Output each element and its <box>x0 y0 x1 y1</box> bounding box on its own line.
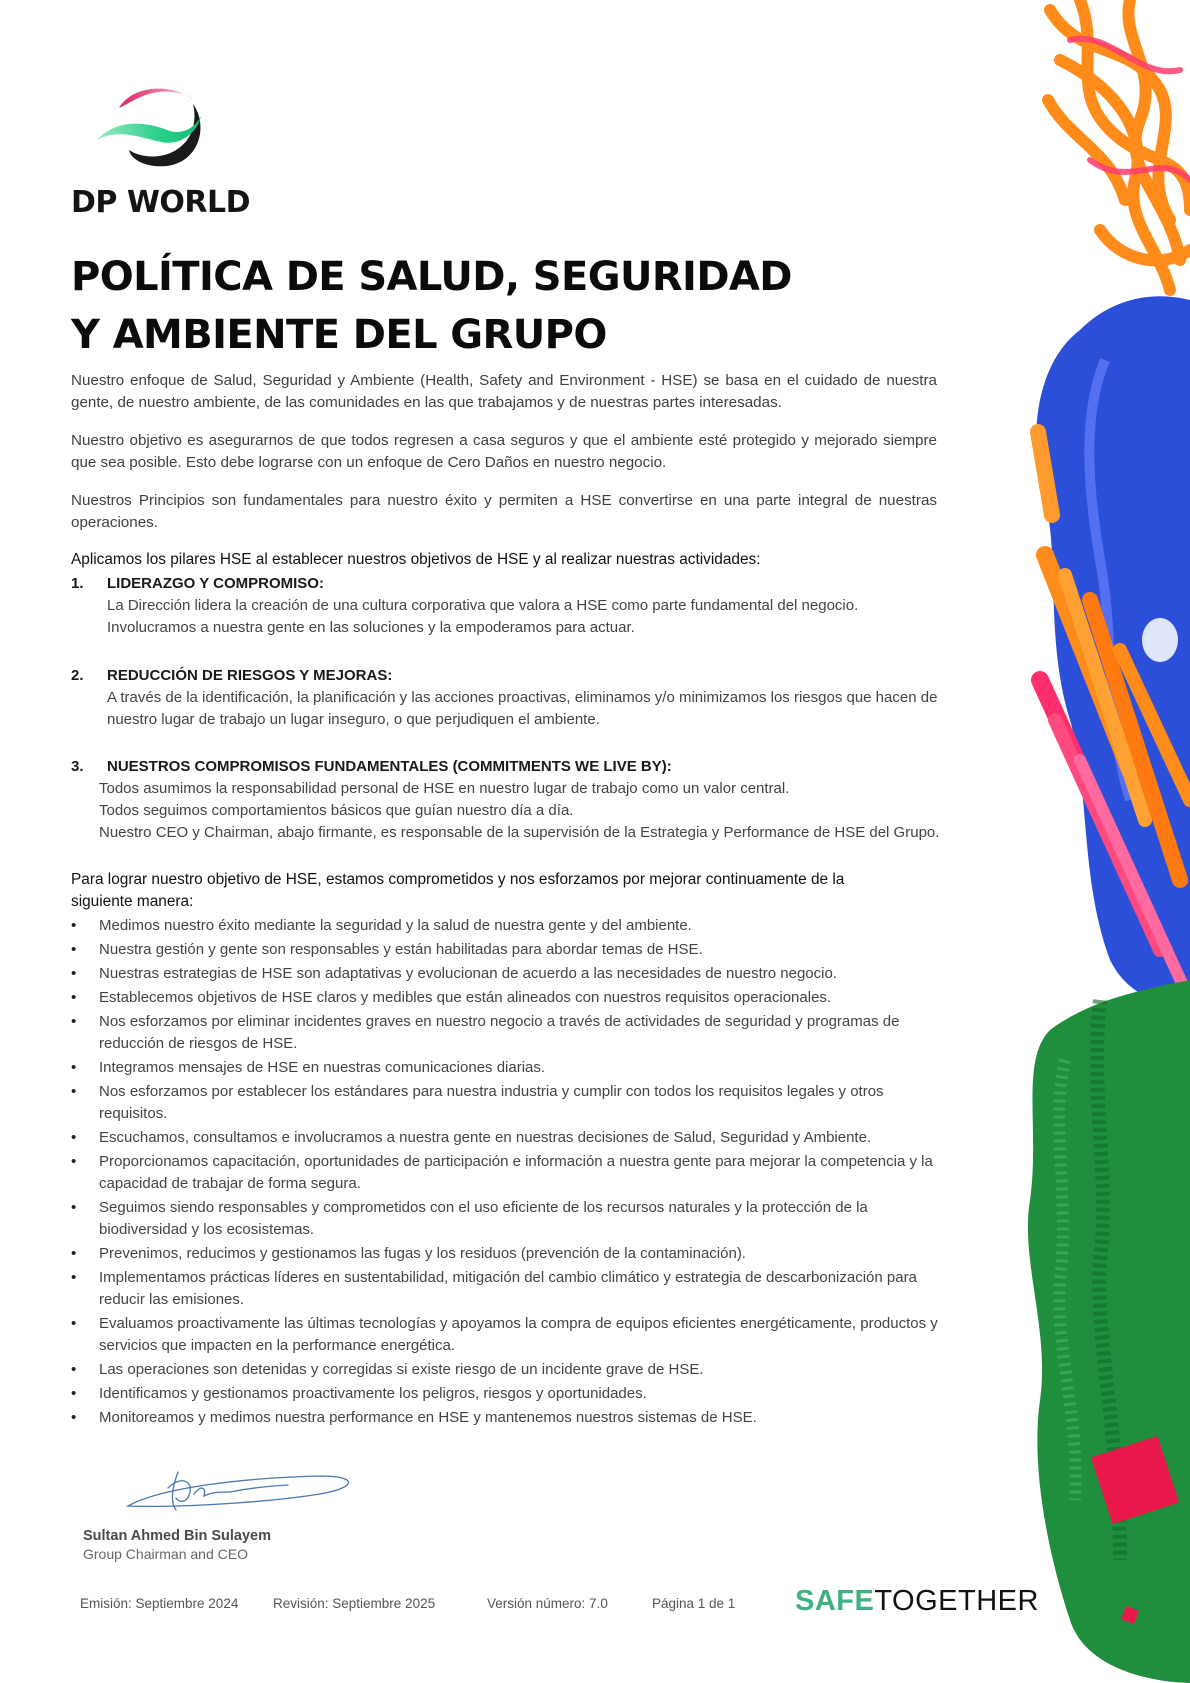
brand-wordmark: DP WORLD <box>71 185 251 220</box>
pillar-number: 1. <box>71 575 84 592</box>
intro-paragraph-2: Nuestro objetivo es asegurarnos de que todos regresen a casa seguros y que el ambiente esté protegido y mejorado siempre que sea posible. Esto debe lograrse con un enfoque de Cero Daños en nuestro negocio. <box>71 432 937 471</box>
footer-version: Versión número: 7.0 <box>487 1596 608 1611</box>
signer-name: Sultan Ahmed Bin Sulayem <box>83 1528 271 1544</box>
pillar-title: LIDERAZGO Y COMPROMISO: <box>107 575 324 592</box>
page-title <box>71 248 951 364</box>
list-item: • Proporcionamos capacitación, oportunidades de participación e información a nuestra gente para mejorar la competencia y la capacidad de trabajar de forma segura. <box>71 1153 933 1192</box>
pillar-commitments <box>71 756 941 844</box>
safe-word: SAFE <box>795 1585 875 1617</box>
bullet-icon: • <box>71 1013 77 1030</box>
list-item: • Nuestras estrategias de HSE son adaptativas y evolucionan de acuerdo a las necesidades de nuestro negocio. <box>71 963 941 985</box>
bullet-icon: • <box>71 1059 77 1076</box>
decorative-artwork <box>930 0 1190 1683</box>
together-word: TOGETHER <box>874 1585 1039 1617</box>
pillar-title: NUESTROS COMPROMISOS FUNDAMENTALES (COMMITMENTS WE LIVE BY): <box>107 758 672 775</box>
signer-role: Group Chairman and CEO <box>83 1546 248 1562</box>
pillar-line: La Dirección lidera la creación de una cultura corporativa que valora a HSE como parte fundamental del negocio. <box>107 597 859 614</box>
list-item: • Nos esforzamos por establecer los estándares para nuestra industria y cumplir con todos los requisitos legales y otros requisitos. <box>71 1083 884 1122</box>
list-item: • Identificamos y gestionamos proactivamente los peligros, riesgos y oportunidades. <box>71 1383 941 1405</box>
commitments-list <box>71 915 941 1431</box>
title-line-2: Y AMBIENTE DEL GRUPO <box>71 312 607 358</box>
pillar-title: REDUCCIÓN DE RIESGOS Y MEJORAS: <box>107 667 393 684</box>
dp-world-swirl-icon <box>71 82 211 174</box>
bullet-icon: • <box>71 1245 77 1262</box>
list-item: • Establecemos objetivos de HSE claros y medibles que están alineados con nuestros requisitos operacionales. <box>71 987 941 1009</box>
bullet-icon: • <box>71 1409 77 1426</box>
list-item: • Evaluamos proactivamente las últimas tecnologías y apoyamos la compra de equipos eficientes energéticamente, productos y servicios que impacten en la performance energética. <box>71 1315 938 1354</box>
list-item: • Monitoreamos y medimos nuestra performance en HSE y mantenemos nuestros sistemas de HSE. <box>71 1407 941 1429</box>
footer-issue-date: Emisión: Septiembre 2024 <box>80 1596 239 1611</box>
pillar-line: Todos asumimos la responsabilidad personal de HSE en nuestro lugar de trabajo como un valor central. <box>99 780 790 797</box>
signature-image <box>120 1458 355 1518</box>
list-item: • Las operaciones son detenidas y corregidas si existe riesgo de un incidente grave de HSE. <box>71 1359 941 1381</box>
bullet-icon: • <box>71 1199 77 1216</box>
pillar-leadership <box>71 573 941 639</box>
bullet-icon: • <box>71 917 77 934</box>
pillar-risk-reduction <box>71 665 941 731</box>
bullet-icon: • <box>71 989 77 1006</box>
list-item: • Nuestra gestión y gente son responsables y están habilitadas para abordar temas de HSE. <box>71 939 941 961</box>
pillars-intro: Aplicamos los pilares HSE al establecer nuestros objetivos de HSE y al realizar nuestras actividades: <box>71 551 761 568</box>
list-item: • Seguimos siendo responsables y comprometidos con el uso eficiente de los recursos naturales y la protección de la biodiversidad y los ecosistemas. <box>71 1199 868 1238</box>
list-item: • Prevenimos, reducimos y gestionamos las fugas y los residuos (prevención de la contaminación). <box>71 1243 941 1265</box>
bullet-icon: • <box>71 1083 77 1100</box>
dp-world-logo <box>71 82 291 220</box>
bullet-icon: • <box>71 1385 77 1402</box>
commitments-intro: Para lograr nuestro objetivo de HSE, estamos comprometidos y nos esforzamos por mejorar continuamente de la siguiente manera: <box>71 871 845 910</box>
intro-paragraph-1: Nuestro enfoque de Salud, Seguridad y Ambiente (Health, Safety and Environment - HSE) se basa en el cuidado de nuestra gente, de nuestro ambiente, de las comunidades en las que trabajamos y de nuestras partes interesadas. <box>71 372 937 411</box>
bullet-icon: • <box>71 941 77 958</box>
pillar-number: 2. <box>71 667 84 684</box>
footer-page-number: Página 1 de 1 <box>652 1596 736 1611</box>
pillar-line: Nuestro CEO y Chairman, abajo firmante, es responsable de la supervisión de la Estrategia y Performance de HSE del Grupo. <box>99 824 940 841</box>
list-item: • Implementamos prácticas líderes en sustentabilidad, mitigación del cambio climático y estrategia de descarbonización para reducir las emisiones. <box>71 1269 917 1308</box>
signer-block <box>83 1528 271 1562</box>
bullet-icon: • <box>71 965 77 982</box>
list-item: • Integramos mensajes de HSE en nuestras comunicaciones diarias. <box>71 1057 941 1079</box>
intro-paragraph-3: Nuestros Principios son fundamentales para nuestro éxito y permiten a HSE convertirse en una parte integral de nuestras operaciones. <box>71 492 937 531</box>
title-line-1: POLÍTICA DE SALUD, SEGURIDAD <box>71 254 792 300</box>
bullet-icon: • <box>71 1153 77 1170</box>
bullet-icon: • <box>71 1129 77 1146</box>
pillar-line: A través de la identificación, la planificación y las acciones proactivas, eliminamos y/o minimizamos los riesgos que hacen de nuestro lugar de trabajo un lugar inseguro, o que perjudiquen el ambiente. <box>107 689 938 728</box>
pillar-number: 3. <box>71 758 84 775</box>
bullet-icon: • <box>71 1361 77 1378</box>
list-item: • Nos esforzamos por eliminar incidentes graves en nuestro negocio a través de actividades de seguridad y programas de reducción de riesgos de HSE. <box>71 1013 900 1052</box>
safetogether-logo <box>795 1585 1039 1618</box>
list-item: • Medimos nuestro éxito mediante la seguridad y la salud de nuestra gente y del ambiente. <box>71 915 941 937</box>
pillar-line: Involucramos a nuestra gente en las soluciones y la empoderamos para actuar. <box>107 619 635 636</box>
footer-revision-date: Revisión: Septiembre 2025 <box>273 1596 436 1611</box>
pillar-line: Todos seguimos comportamientos básicos que guían nuestro día a día. <box>99 802 574 819</box>
bullet-icon: • <box>71 1269 77 1286</box>
list-item: • Escuchamos, consultamos e involucramos a nuestra gente en nuestras decisiones de Salud, Seguridad y Ambiente. <box>71 1127 941 1149</box>
bullet-icon: • <box>71 1315 77 1332</box>
